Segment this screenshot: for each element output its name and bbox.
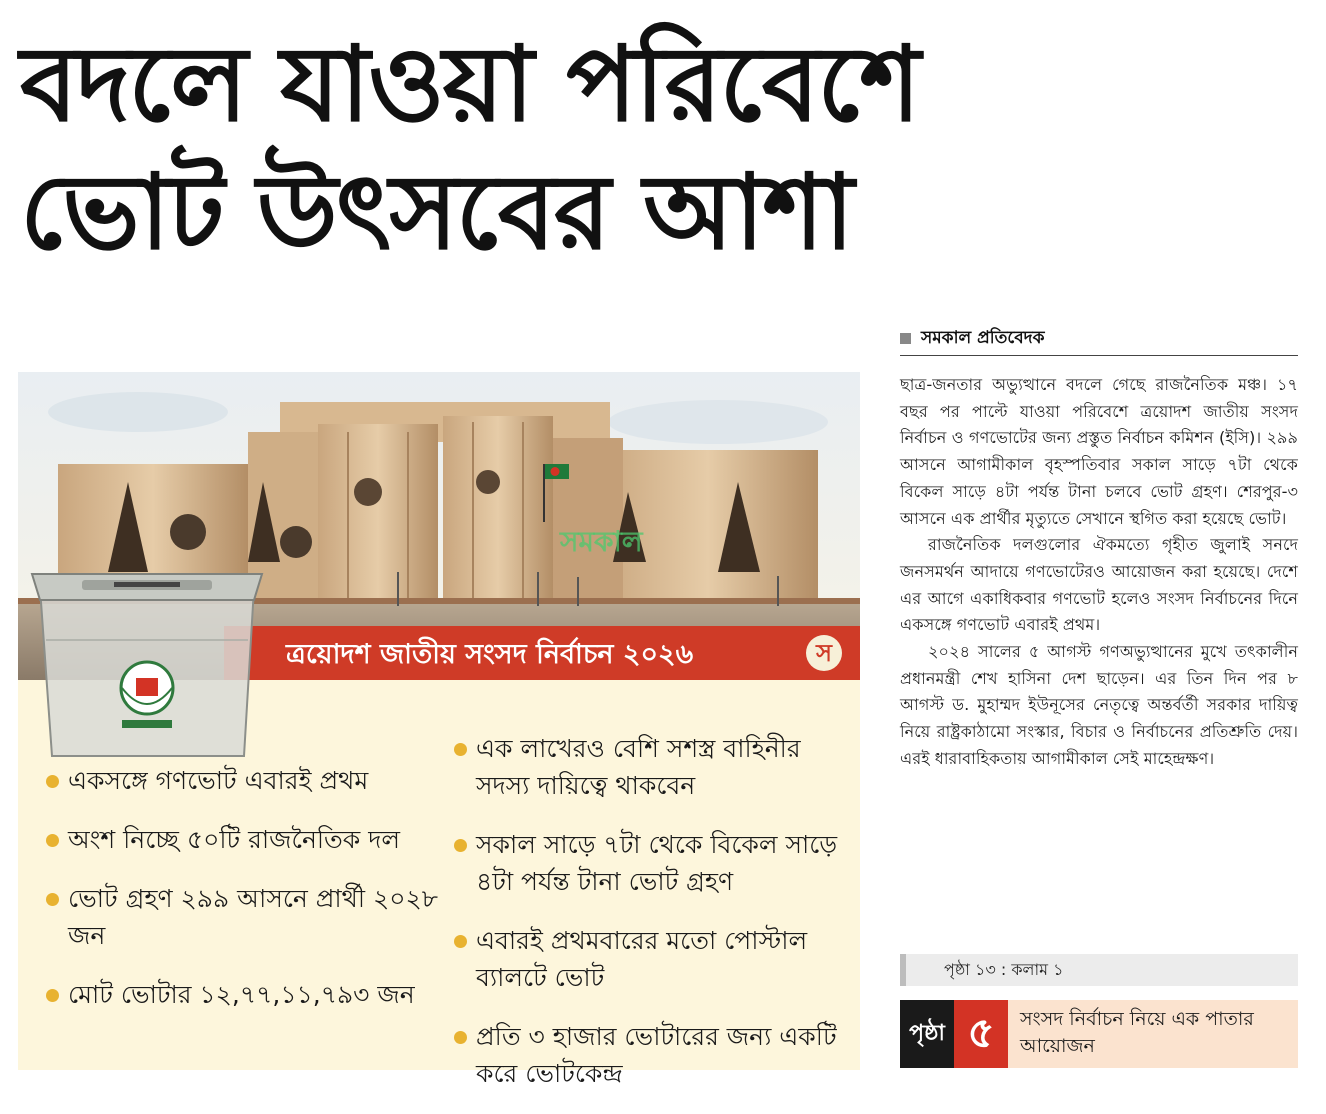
fact-item: মোট ভোটার ১২,৭৭,১১,৭৯৩ জন xyxy=(46,976,446,1013)
fact-item: এক লাখেরও বেশি সশস্ত্র বাহিনীর সদস্য দায়িত্বে থাকবেন xyxy=(454,730,854,804)
continued-on-page: পৃষ্ঠা ১৩ : কলাম ১ xyxy=(900,954,1298,986)
banner-title: ত্রয়োদশ জাতীয় সংসদ নির্বাচন ২০২৬ xyxy=(286,639,694,670)
ballot-box-illustration xyxy=(22,560,272,760)
article-paragraph: ২০২৪ সালের ৫ আগস্ট গণঅভ্যুত্থানের মুখে তৎকালীন প্রধানমন্ত্রী শেখ হাসিনা দেশ ছাড়েন। এর তিন দিন পর ৮ আগস্ট ড. মুহাম্মদ ইউনূসের নেতৃত্বে অন্তর্বর্তী সরকার দায়িত্ব নিয়ে রাষ্ট্রকাঠামো সংস্কার, বিচার ও নির্বাচনের প্রতিশ্রুতি দেয়। এরই ধারাবাহিকতায় আগামীকাল সেই মাহেন্দ্রক্ষণ। xyxy=(900,642,1298,768)
article-paragraph: রাজনৈতিক দলগুলোর ঐকমত্যে গৃহীত জুলাই সনদে জনসমর্থন আদায়ে গণভোটেরও আয়োজন করা হয়েছে। দেশে এর আগে একাধিকবার গণভোট হলেও সংসদ নির্বাচনের দিনে একসঙ্গে গণভোট এবারই প্রথম। xyxy=(900,535,1298,635)
promo-page-label: পৃষ্ঠা xyxy=(900,1000,954,1068)
byline-square-icon xyxy=(900,333,911,344)
inside-page-promo xyxy=(900,1000,1298,1068)
article-paragraph: ছাত্র-জনতার অভ্যুত্থানে বদলে গেছে রাজনৈতিক মঞ্চ। ১৭ বছর পর পাল্টে যাওয়া পরিবেশে ত্রয়োদশ জাতীয় সংসদ নির্বাচন ও গণভোটের জন্য প্রস্তুত নির্বাচন কমিশন (ইসি)। ২৯৯ আসনে আগামীকাল বৃহস্পতিবার সকাল সাড়ে ৭টা থেকে বিকেল সাড়ে ৪টা পর্যন্ত টানা চলবে ভোট গ্রহণ। শেরপুর-৩ আসনে এক প্রার্থীর মৃত্যুতে সেখানে স্থগিত করা হয়েছে ভোট। xyxy=(900,375,1298,528)
watermark-logo: সমকাল xyxy=(560,525,643,558)
election-banner xyxy=(224,626,860,680)
key-facts-left xyxy=(46,762,446,1035)
key-facts-right xyxy=(454,730,854,1114)
fact-item: ভোট গ্রহণ ২৯৯ আসনে প্রার্থী ২০২৮ জন xyxy=(46,880,446,954)
fact-item: এবারই প্রথমবারের মতো পোস্টাল ব্যালটে ভোট xyxy=(454,922,854,996)
fact-item: অংশ নিচ্ছে ৫০টি রাজনৈতিক দল xyxy=(46,821,446,858)
promo-page-number: ৫ xyxy=(954,1000,1008,1068)
byline xyxy=(900,324,1298,356)
election-infographic xyxy=(18,372,860,1088)
headline: বদলে যাওয়া পরিবেশে ভোট উৎসবের আশা xyxy=(20,23,919,273)
promo-text: সংসদ নির্বাচন নিয়ে এক পাতার আয়োজন xyxy=(1008,1000,1298,1068)
fact-item: প্রতি ৩ হাজার ভোটারের জন্য একটি করে ভোটকেন্দ্র xyxy=(454,1018,854,1092)
article-body xyxy=(900,372,1298,773)
banner-logo: স xyxy=(806,635,842,671)
byline-text: সমকাল প্রতিবেদক xyxy=(921,328,1045,348)
fact-item: একসঙ্গে গণভোট এবারই প্রথম xyxy=(46,762,446,799)
fact-item: সকাল সাড়ে ৭টা থেকে বিকেল সাড়ে ৪টা পর্যন্ত টানা ভোট গ্রহণ xyxy=(454,826,854,900)
